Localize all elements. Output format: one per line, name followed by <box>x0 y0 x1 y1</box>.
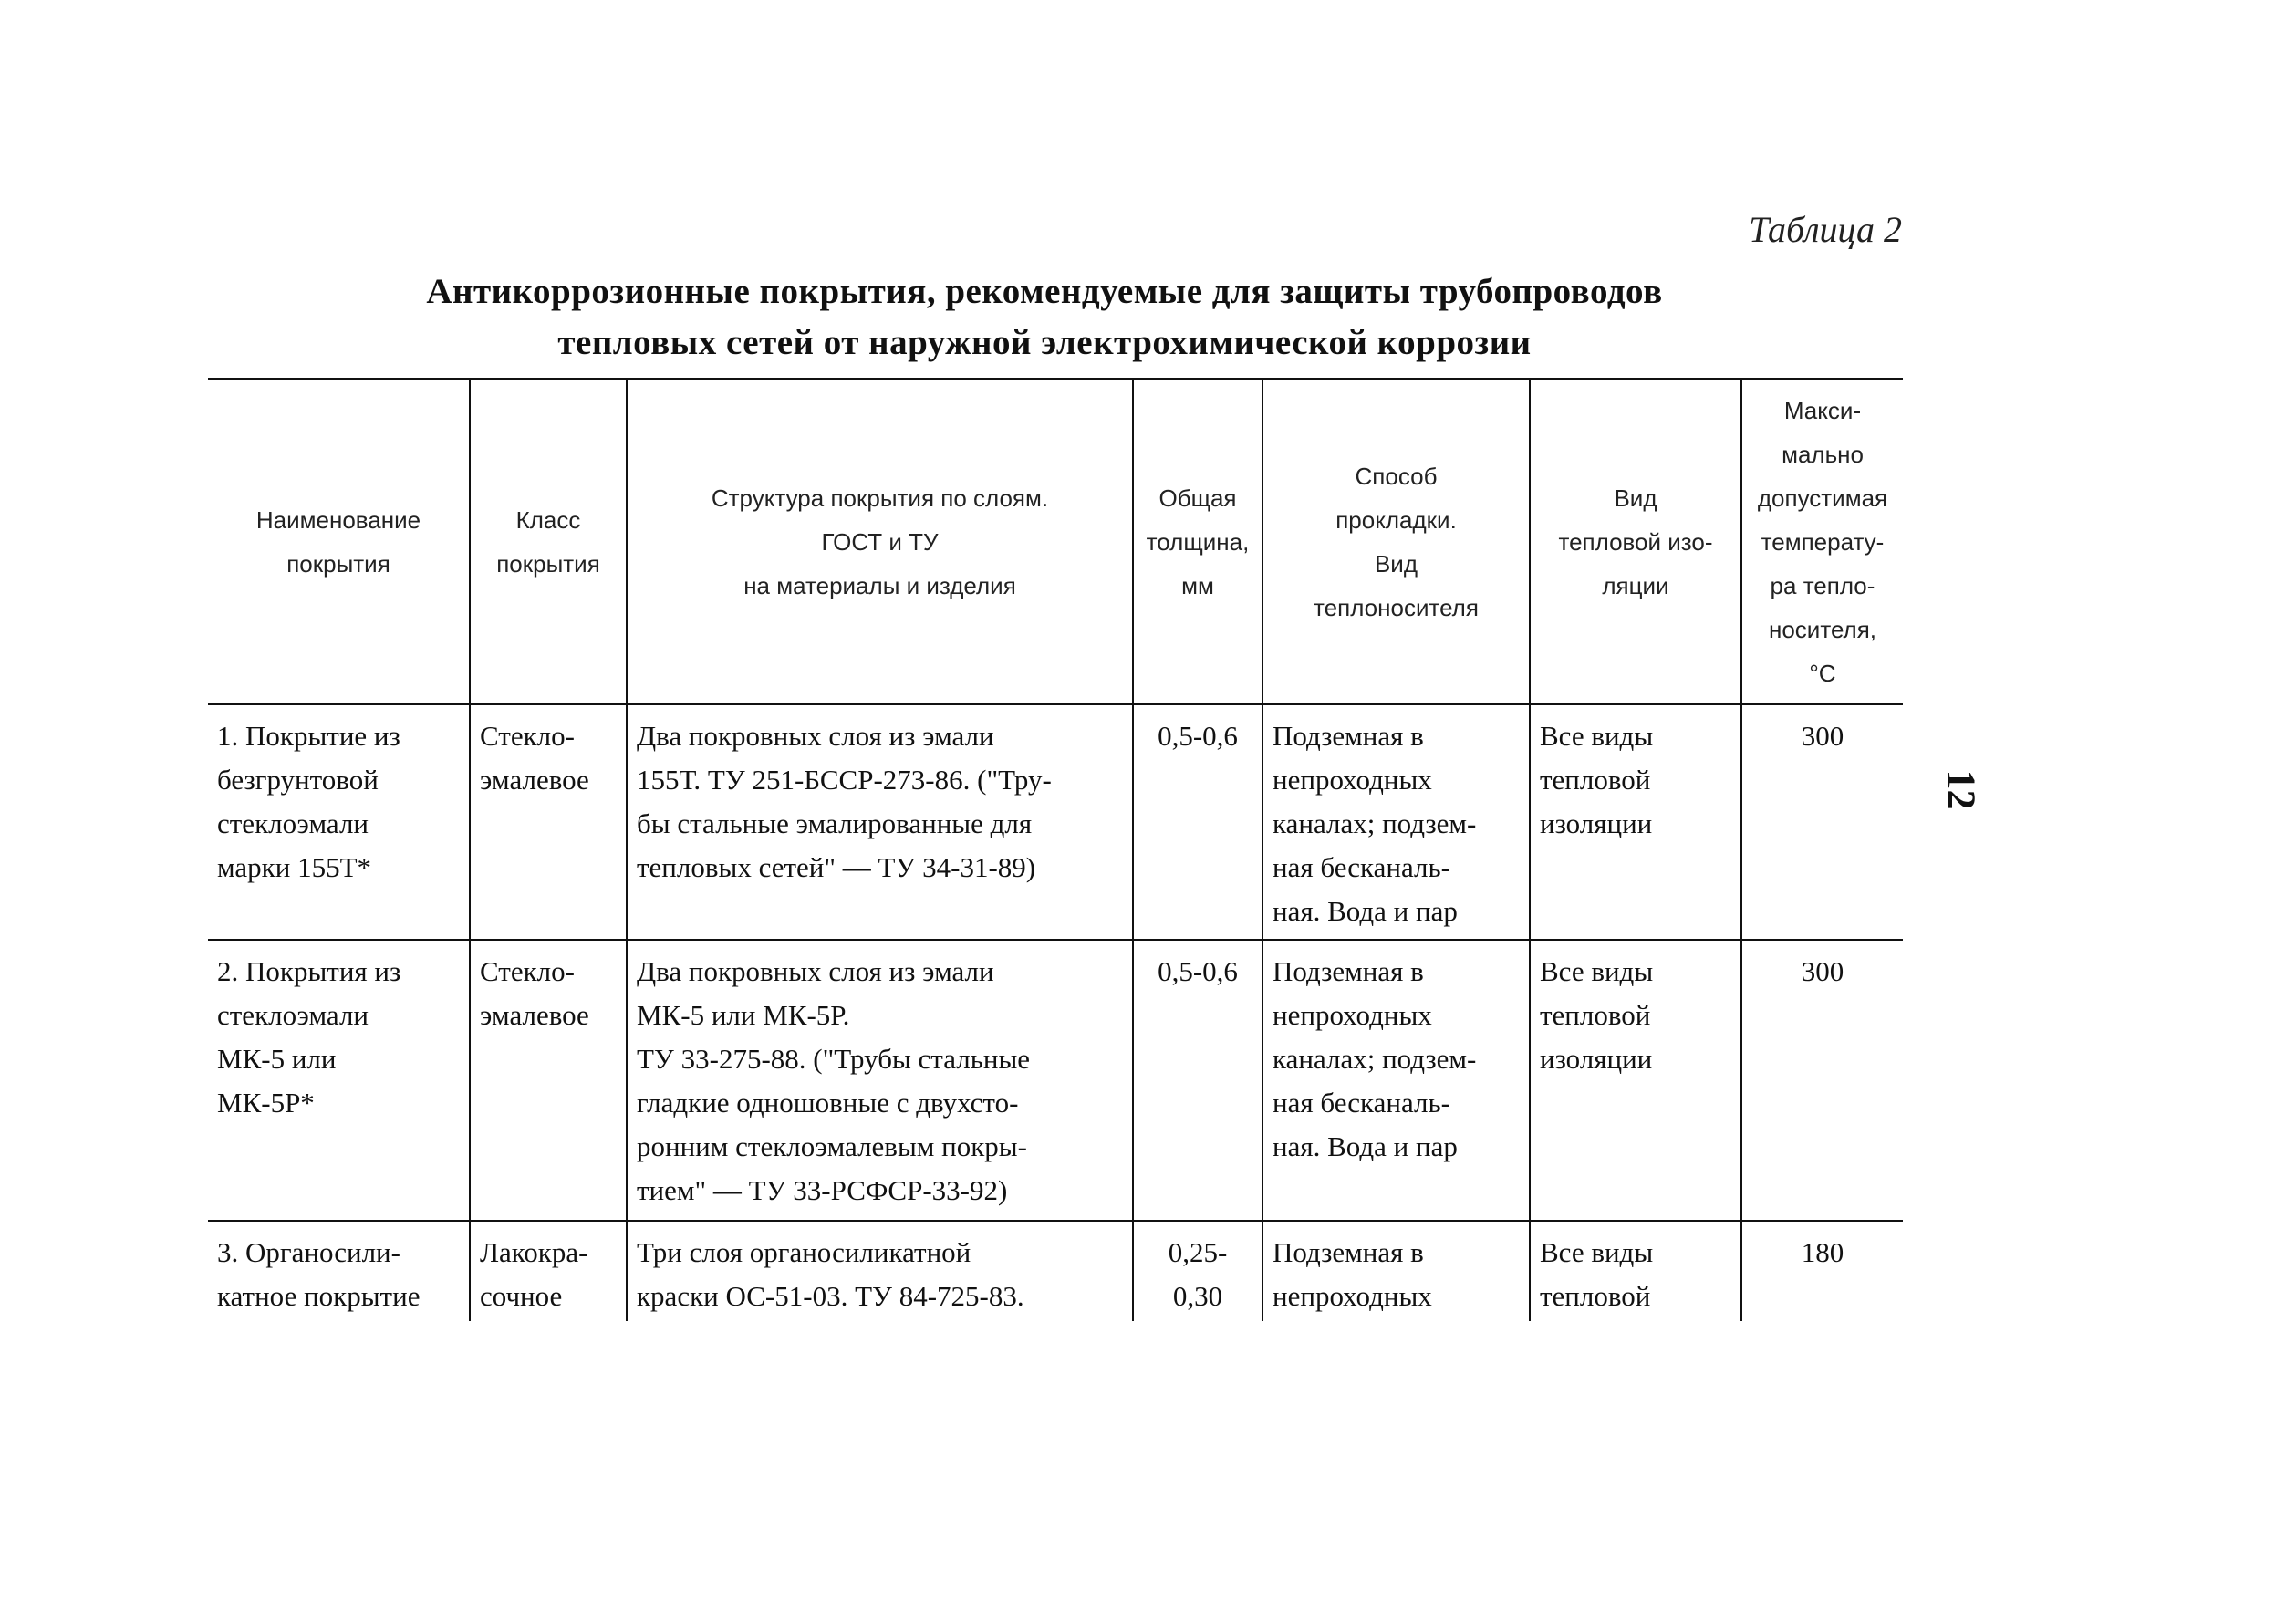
table-title <box>210 266 1879 369</box>
cell-laying-method: Подземная в непроходных <box>1262 1221 1530 1321</box>
header-insulation-type: Вид тепловой изо- ляции <box>1530 380 1741 704</box>
coatings-table <box>208 378 1903 1321</box>
cell-thickness: 0,5-0,6 <box>1133 940 1262 1221</box>
table-row <box>208 1221 1903 1321</box>
cell-insulation-type: Все виды тепловой <box>1530 1221 1741 1321</box>
table-header-row <box>208 380 1903 704</box>
header-coating-name: Наименование покрытия <box>208 380 470 704</box>
title-line: Антикоррозионные покрытия, рекомендуемые для защиты трубопроводов <box>426 272 1663 311</box>
table-row <box>208 704 1903 941</box>
cell-thickness: 0,25- 0,30 <box>1133 1221 1262 1321</box>
cell-laying-method: Подземная в непроходных каналах; подзем- ная бесканаль- ная. Вода и пар <box>1262 940 1530 1221</box>
table-label: Таблица 2 <box>1749 209 1902 250</box>
cell-coating-class: Лакокра- сочное <box>470 1221 627 1321</box>
cell-coating-name: 1. Покрытие из безгрунтовой стеклоэмали марки 155Т* <box>208 704 470 941</box>
cell-insulation-type: Все виды тепловой изоляции <box>1530 704 1741 941</box>
cell-laying-method: Подземная в непроходных каналах; подзем- ная бесканаль- ная. Вода и пар <box>1262 704 1530 941</box>
cell-max-temperature: 180 <box>1741 1221 1903 1321</box>
header-coating-structure: Структура покрытия по слоям. ГОСТ и ТУ на материалы и изделия <box>627 380 1133 704</box>
header-laying-method: Способ прокладки. Вид теплоносителя <box>1262 380 1530 704</box>
cell-max-temperature: 300 <box>1741 940 1903 1221</box>
cell-coating-structure: Три слоя органосиликатной краски ОС-51-03. ТУ 84-725-83. <box>627 1221 1133 1321</box>
cell-coating-class: Стекло- эмалевое <box>470 704 627 941</box>
cell-thickness: 0,5-0,6 <box>1133 704 1262 941</box>
title-line: тепловых сетей от наружной электрохимической коррозии <box>557 323 1532 362</box>
cell-coating-name: 3. Органосили- катное покрытие <box>208 1221 470 1321</box>
header-max-temperature: Макси- мально допустимая температу- ра тепло- носителя, °С <box>1741 380 1903 704</box>
cell-coating-class: Стекло- эмалевое <box>470 940 627 1221</box>
cell-coating-structure: Два покровных слоя из эмали 155Т. ТУ 251-БССР-273-86. ("Тру- бы стальные эмалированные для тепловых сетей" — ТУ 34-31-89) <box>627 704 1133 941</box>
page-number: 12 <box>1938 769 1984 810</box>
cell-max-temperature: 300 <box>1741 704 1903 941</box>
cell-insulation-type: Все виды тепловой изоляции <box>1530 940 1741 1221</box>
header-coating-class: Класс покрытия <box>470 380 627 704</box>
table-row <box>208 940 1903 1221</box>
header-total-thickness: Общая толщина, мм <box>1133 380 1262 704</box>
cell-coating-structure: Два покровных слоя из эмали МК-5 или МК-5Р. ТУ 33-275-88. ("Трубы стальные гладкие одношовные с двухсто- ронним стеклоэмалевым покры- тием" — ТУ 33-РСФСР-33-92) <box>627 940 1133 1221</box>
cell-coating-name: 2. Покрытия из стеклоэмали МК-5 или МК-5Р* <box>208 940 470 1221</box>
